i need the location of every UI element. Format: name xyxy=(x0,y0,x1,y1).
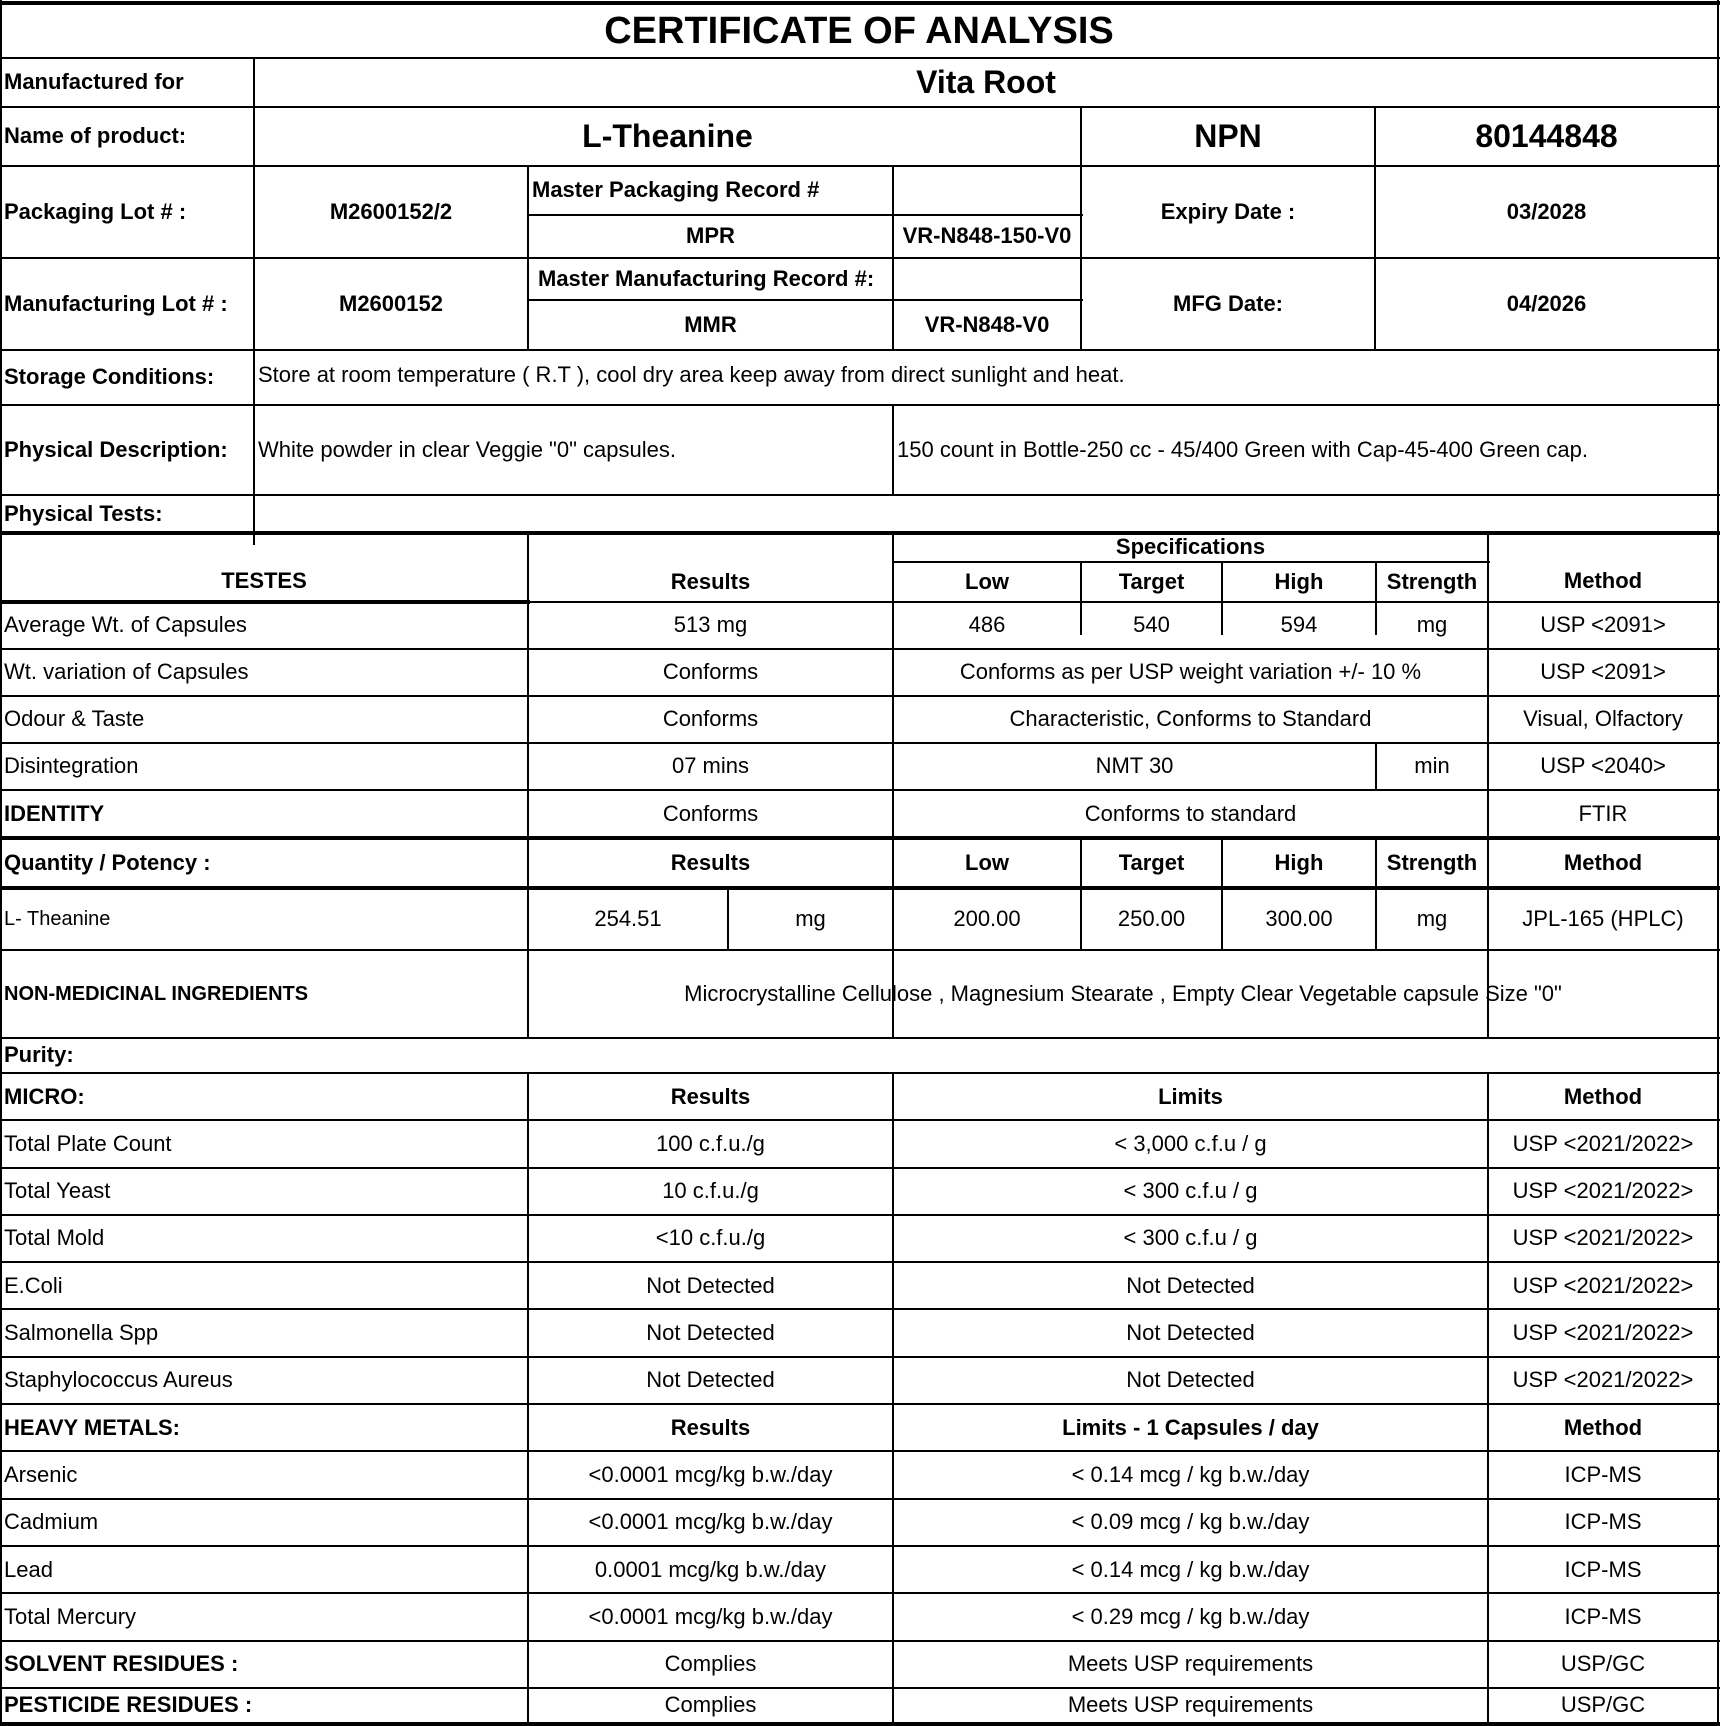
heavy-metal-row-name: Arsenic xyxy=(4,1461,78,1487)
potency-strength: mg xyxy=(1416,905,1448,931)
potency-col-results: Results xyxy=(670,849,751,875)
potency-col-low: Low xyxy=(965,849,1009,875)
specifications-label: Specifications xyxy=(1115,534,1266,560)
disint-result: 07 mins xyxy=(671,753,750,779)
mmr-label: MMR xyxy=(684,311,737,337)
disint-spec: NMT 30 xyxy=(1095,753,1174,779)
micro-row-result: 100 c.f.u./g xyxy=(656,1130,765,1156)
micro-label: MICRO: xyxy=(4,1083,85,1109)
micro-row-name: E.Coli xyxy=(4,1272,63,1298)
potency-high: 300.00 xyxy=(1265,905,1333,931)
micro-row-method: USP <2021/2022> xyxy=(1512,1367,1694,1393)
identity-name: IDENTITY xyxy=(4,800,105,826)
heavy-metal-row-method: ICP-MS xyxy=(1564,1556,1642,1582)
odour-result: Conforms xyxy=(662,706,759,732)
micro-row-name: Staphylococcus Aureus xyxy=(4,1367,233,1393)
col-tests: TESTES xyxy=(221,568,307,594)
potency-col-strength: Strength xyxy=(1386,849,1478,875)
identity-result: Conforms xyxy=(662,800,759,826)
micro-row-name: Total Mold xyxy=(4,1225,105,1251)
potency-target: 250.00 xyxy=(1117,905,1186,931)
heavy-metal-row-result: 0.0001 mcg/kg b.w./day xyxy=(594,1556,827,1582)
disint-method: USP <2040> xyxy=(1540,753,1666,779)
micro-row-limit: < 3,000 c.f.u / g xyxy=(1114,1130,1267,1156)
pesticide-residues-method: USP/GC xyxy=(1560,1691,1646,1717)
heavy-metal-row-limit: < 0.09 mcg / kg b.w./day xyxy=(1071,1509,1310,1535)
odour-spec: Characteristic, Conforms to Standard xyxy=(1009,706,1372,732)
odour-name: Odour & Taste xyxy=(4,706,145,732)
mmr-title: Master Manufacturing Record #: xyxy=(538,265,875,291)
mfg-lot-label: Manufacturing Lot # : xyxy=(4,290,228,316)
purity-label: Purity: xyxy=(4,1042,74,1068)
solvent-residues-method: USP/GC xyxy=(1560,1651,1646,1677)
avg-wt-strength: mg xyxy=(1416,612,1448,638)
potency-name: L- Theanine xyxy=(4,908,111,930)
wt-var-method: USP <2091> xyxy=(1540,659,1666,685)
heavy-metals-col-limits: Limits - 1 Capsules / day xyxy=(1062,1414,1319,1440)
col-results: Results xyxy=(670,568,751,594)
heavy-metals-col-method: Method xyxy=(1563,1414,1643,1440)
micro-row-method: USP <2021/2022> xyxy=(1512,1225,1694,1251)
packaging-lot-value: M2600152/2 xyxy=(329,198,453,224)
manufactured-for-label: Manufactured for xyxy=(4,69,184,95)
physical-desc-2: 150 count in Bottle-250 cc - 45/400 Green with Cap-45-400 Green cap. xyxy=(897,436,1588,462)
micro-row-name: Total Yeast xyxy=(4,1178,111,1204)
heavy-metal-row-method: ICP-MS xyxy=(1564,1509,1642,1535)
micro-row-result: Not Detected xyxy=(646,1320,775,1346)
avg-wt-target: 540 xyxy=(1133,612,1170,638)
nmi-label: NON-MEDICINAL INGREDIENTS xyxy=(4,983,309,1005)
potency-method: JPL-165 (HPLC) xyxy=(1522,905,1684,931)
expiry-label: Expiry Date : xyxy=(1160,198,1296,224)
wt-var-name: Wt. variation of Capsules xyxy=(4,659,249,685)
table-rule xyxy=(0,1722,1720,1726)
avg-wt-low: 486 xyxy=(968,612,1006,638)
heavy-metal-row-limit: < 0.14 mcg / kg b.w./day xyxy=(1071,1461,1310,1487)
potency-col-target: Target xyxy=(1118,849,1185,875)
col-target: Target xyxy=(1118,568,1185,594)
npn-value: 80144848 xyxy=(1475,117,1618,154)
heavy-metal-row-name: Cadmium xyxy=(4,1509,99,1535)
heavy-metal-row-result: <0.0001 mcg/kg b.w./day xyxy=(588,1509,833,1535)
identity-method: FTIR xyxy=(1578,800,1628,826)
identity-spec: Conforms to standard xyxy=(1084,800,1297,826)
mpr-value: VR-N848-150-V0 xyxy=(902,223,1072,249)
micro-row-result: 10 c.f.u./g xyxy=(662,1178,759,1204)
mpr-title: Master Packaging Record # xyxy=(532,177,820,203)
col-method: Method xyxy=(1563,567,1643,593)
heavy-metal-row-method: ICP-MS xyxy=(1564,1603,1642,1629)
physical-desc-1: White powder in clear Veggie "0" capsules. xyxy=(258,436,676,462)
disint-name: Disintegration xyxy=(4,753,139,779)
heavy-metal-row-name: Total Mercury xyxy=(4,1603,137,1629)
micro-row-method: USP <2021/2022> xyxy=(1512,1272,1694,1298)
micro-row-limit: Not Detected xyxy=(1126,1320,1255,1346)
micro-row-limit: < 300 c.f.u / g xyxy=(1123,1178,1258,1204)
potency-result-unit: mg xyxy=(795,905,826,931)
potency-col-high: High xyxy=(1274,849,1324,875)
solvent-residues-name: SOLVENT RESIDUES : xyxy=(4,1651,239,1677)
odour-method: Visual, Olfactory xyxy=(1523,706,1683,732)
micro-row-name: Total Plate Count xyxy=(4,1130,172,1156)
nmi-value: Microcrystalline Cellulose , Magnesium Stearate , Empty Clear Vegetable capsule Size "0" xyxy=(684,980,1562,1006)
micro-col-limits: Limits xyxy=(1158,1083,1223,1109)
potency-label: Quantity / Potency : xyxy=(4,849,211,875)
storage-value: Store at room temperature ( R.T ), cool dry area keep away from direct sunlight and heat. xyxy=(258,361,1125,387)
solvent-residues-result: Complies xyxy=(664,1651,757,1677)
npn-label: NPN xyxy=(1194,117,1262,154)
wt-var-spec: Conforms as per USP weight variation +/- 10 % xyxy=(959,659,1422,685)
micro-row-limit: Not Detected xyxy=(1126,1272,1255,1298)
micro-col-method: Method xyxy=(1563,1083,1643,1109)
heavy-metal-row-limit: < 0.29 mcg / kg b.w./day xyxy=(1071,1603,1310,1629)
avg-wt-method: USP <2091> xyxy=(1540,612,1666,638)
micro-col-results: Results xyxy=(670,1083,751,1109)
pesticide-residues-limit: Meets USP requirements xyxy=(1067,1691,1314,1717)
potency-low: 200.00 xyxy=(953,905,1021,931)
avg-wt-high: 594 xyxy=(1280,612,1318,638)
pesticide-residues-result: Complies xyxy=(664,1691,757,1717)
micro-row-method: USP <2021/2022> xyxy=(1512,1130,1694,1156)
heavy-metal-row-name: Lead xyxy=(4,1556,53,1582)
expiry-value: 03/2028 xyxy=(1506,198,1587,224)
pesticide-residues-name: PESTICIDE RESIDUES : xyxy=(4,1691,253,1717)
mfg-date-label: MFG Date: xyxy=(1173,290,1283,316)
heavy-metals-col-results: Results xyxy=(670,1414,751,1440)
avg-wt-name: Average Wt. of Capsules xyxy=(4,612,247,638)
potency-col-method: Method xyxy=(1563,849,1643,875)
product-name: L-Theanine xyxy=(582,117,753,154)
micro-row-result: Not Detected xyxy=(646,1367,775,1393)
product-label: Name of product: xyxy=(4,123,187,149)
physical-tests-label: Physical Tests: xyxy=(4,500,163,526)
avg-wt-result: 513 mg xyxy=(673,612,748,638)
manufactured-for-value: Vita Root xyxy=(916,63,1056,100)
heavy-metal-row-result: <0.0001 mcg/kg b.w./day xyxy=(588,1461,833,1487)
disint-strength: min xyxy=(1414,753,1450,779)
potency-result: 254.51 xyxy=(594,905,662,931)
heavy-metal-row-limit: < 0.14 mcg / kg b.w./day xyxy=(1071,1556,1310,1582)
storage-label: Storage Conditions: xyxy=(4,364,215,390)
micro-row-method: USP <2021/2022> xyxy=(1512,1178,1694,1204)
micro-row-name: Salmonella Spp xyxy=(4,1320,159,1346)
mpr-label: MPR xyxy=(686,223,735,249)
heavy-metal-row-result: <0.0001 mcg/kg b.w./day xyxy=(588,1603,833,1629)
packaging-lot-label: Packaging Lot # : xyxy=(4,198,187,224)
page-title: CERTIFICATE OF ANALYSIS xyxy=(604,9,1114,52)
col-low: Low xyxy=(965,568,1009,594)
micro-row-result: Not Detected xyxy=(646,1272,775,1298)
col-high: High xyxy=(1274,568,1324,594)
col-strength: Strength xyxy=(1386,568,1478,594)
physical-label: Physical Description: xyxy=(4,436,228,462)
solvent-residues-limit: Meets USP requirements xyxy=(1067,1651,1314,1677)
heavy-metals-label: HEAVY METALS: xyxy=(4,1414,181,1440)
mfg-date-value: 04/2026 xyxy=(1506,290,1587,316)
micro-row-result: <10 c.f.u./g xyxy=(655,1225,766,1251)
mfg-lot-value: M2600152 xyxy=(339,290,443,316)
heavy-metal-row-method: ICP-MS xyxy=(1564,1461,1642,1487)
micro-row-limit: Not Detected xyxy=(1126,1367,1255,1393)
micro-row-method: USP <2021/2022> xyxy=(1512,1320,1694,1346)
mmr-value: VR-N848-V0 xyxy=(924,311,1050,337)
wt-var-result: Conforms xyxy=(662,659,759,685)
micro-row-limit: < 300 c.f.u / g xyxy=(1123,1225,1258,1251)
